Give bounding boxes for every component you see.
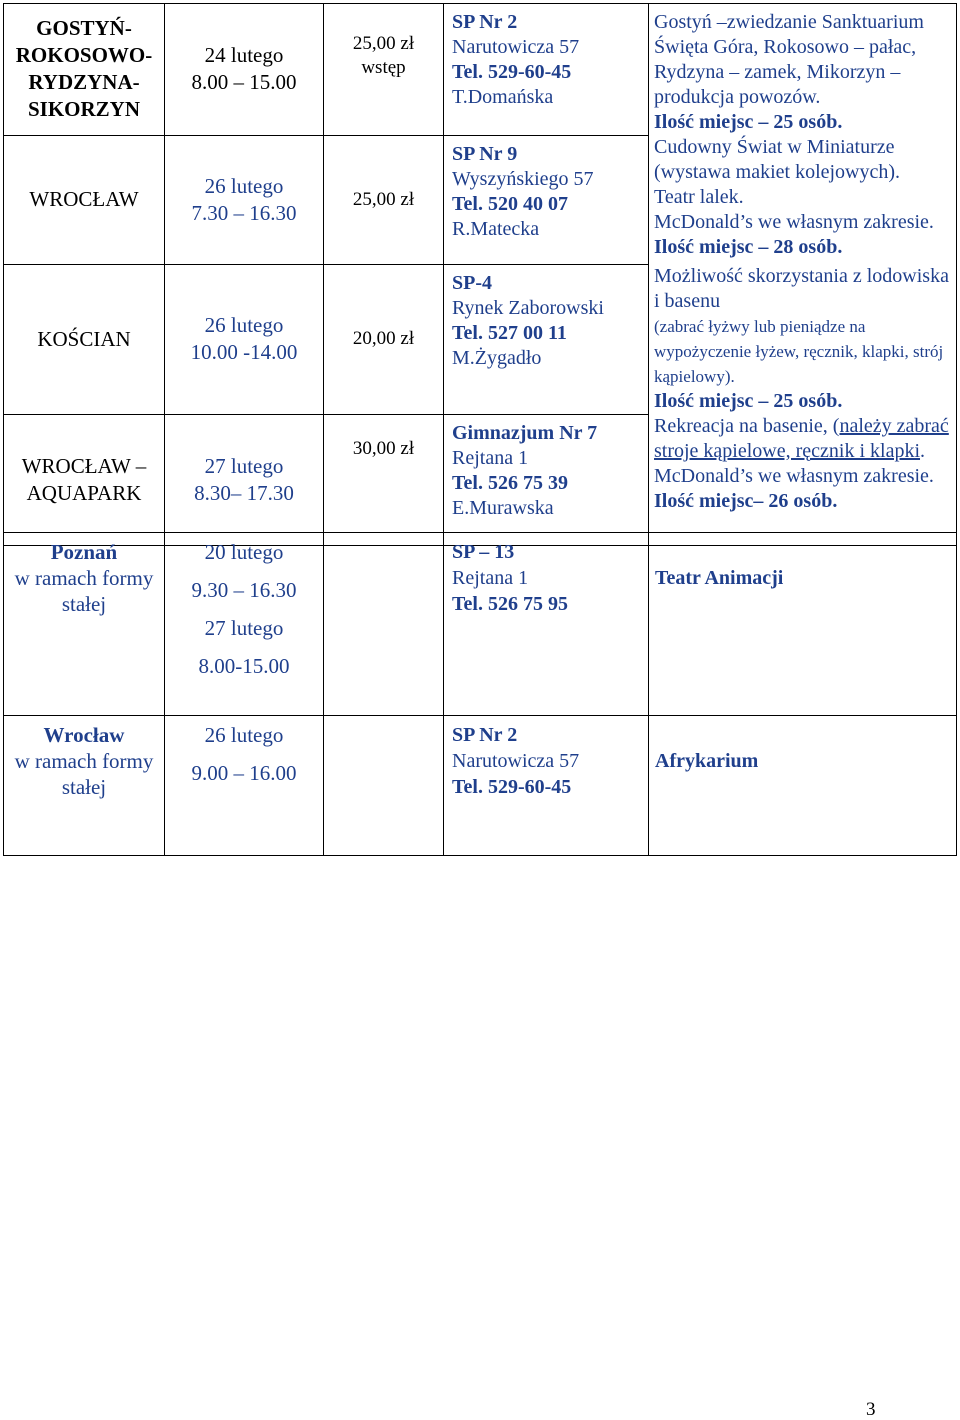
school-name: SP-4 — [452, 271, 492, 294]
trip-school — [444, 264, 649, 414]
regular-date: 20 lutego — [204, 540, 284, 564]
trip-desc-end: . McDonald’s we własnym zakresie. — [654, 440, 934, 487]
trip-date-time: 10.00 -14.00 — [190, 340, 298, 364]
regular-form: w ramach formy stałej — [14, 749, 154, 799]
trip-desc-line: Cudowny Świat w Miniaturze (wystawa makiet kolejowych). — [654, 136, 901, 183]
trip-price — [324, 264, 444, 414]
school-tel: Tel. 520 40 07 — [452, 192, 568, 215]
regular-school — [444, 533, 649, 716]
trip-price-value: 20,00 zł — [352, 328, 415, 349]
regular-city-name: Wrocław — [43, 723, 125, 747]
trip-description — [649, 4, 957, 136]
regular-time: 9.30 – 16.30 — [191, 578, 297, 602]
trip-description — [649, 414, 957, 545]
regular-time: 9.00 – 16.00 — [191, 761, 297, 785]
school-name: SP Nr 2 — [452, 724, 518, 746]
regular-description: Afrykarium — [649, 716, 957, 856]
school-name: Gimnazjum Nr 7 — [452, 421, 598, 444]
trip-desc-line: McDonald’s we własnym zakresie. — [654, 211, 934, 233]
trip-desc-line: Możliwość skorzystania z lodowiska i basenu — [654, 265, 949, 312]
regular-date: 27 lutego — [204, 616, 284, 640]
school-address: Narutowicza 57 — [452, 750, 580, 772]
trip-school — [444, 414, 649, 545]
regular-dates — [165, 716, 324, 856]
school-name: SP Nr 2 — [452, 11, 518, 33]
trip-date — [165, 264, 324, 414]
school-tel: Tel. 529-60-45 — [452, 61, 572, 83]
table-row — [4, 264, 957, 414]
table-row — [4, 716, 957, 856]
school-tel: Tel. 529-60-45 — [452, 776, 572, 798]
trip-desc-start: Rekreacja na basenie, ( — [654, 415, 840, 437]
trips-table — [3, 3, 957, 546]
regular-city — [4, 716, 165, 856]
trip-places: Ilość miejsc – 25 osób. — [654, 390, 843, 412]
trip-desc-text: Gostyń –zwiedzanie Sanktuarium Święta Góra, Rokosowo – pałac, Rydzyna – zamek, Mikorzyn – produkcja powozów. — [654, 11, 924, 108]
school-name: SP – 13 — [452, 541, 515, 563]
trip-price — [324, 4, 444, 136]
trip-date-time: 8.30– 17.30 — [194, 480, 294, 505]
regular-form: w ramach formy stałej — [14, 566, 154, 616]
table-row — [4, 4, 957, 136]
regular-dates — [165, 533, 324, 716]
trip-desc-text — [654, 414, 953, 489]
school-tel: Tel. 527 00 11 — [452, 321, 567, 344]
school-tel: Tel. 526 75 39 — [452, 471, 568, 494]
trip-city: GOSTYŃ-ROKOSOWO-RYDZYNA-SIKORZYN — [4, 4, 165, 136]
school-contact: E.Murawska — [452, 496, 554, 519]
trip-places: Ilość miejsc – 25 osób. — [654, 111, 843, 133]
school-address: Rejtana 1 — [452, 446, 529, 469]
regular-price — [324, 533, 444, 716]
regular-price — [324, 716, 444, 856]
trip-description — [649, 264, 957, 414]
regular-school — [444, 716, 649, 856]
trip-date-time: 7.30 – 16.30 — [191, 200, 297, 225]
regular-date: 26 lutego — [204, 723, 284, 747]
trip-desc-note: (zabrać łyżwy lub pieniądze na wypożyczenie łyżew, ręcznik, klapki, strój kąpielowy). — [654, 317, 944, 386]
school-address: Wyszyńskiego 57 — [452, 167, 594, 190]
trip-places: Ilość miejsc– 26 osób. — [654, 490, 838, 512]
trip-date — [165, 414, 324, 545]
school-contact: M.Żygadło — [452, 346, 542, 369]
trip-date-day: 26 lutego — [204, 173, 284, 198]
trip-date-day: 27 lutego — [204, 453, 284, 478]
trip-price-value: 25,00 zł — [352, 188, 415, 210]
trip-desc-line: Teatr lalek. — [654, 186, 744, 208]
trip-places: Ilość miejsc – 28 osób. — [654, 236, 843, 258]
trip-date-day: 24 lutego — [204, 43, 284, 68]
trip-desc-underlined: należy zabrać stroje kąpielowe, ręcznik i klapki — [654, 415, 949, 462]
trip-city: KOŚCIAN — [4, 264, 165, 414]
regular-description: Teatr Animacji — [649, 533, 957, 716]
school-contact: R.Matecka — [452, 217, 540, 240]
regular-city-name: Poznań — [50, 540, 118, 564]
trip-city: WROCŁAW – AQUAPARK — [4, 414, 165, 545]
trip-school — [444, 135, 649, 264]
regular-city — [4, 533, 165, 716]
trip-price-value: 30,00 zł — [352, 437, 415, 459]
trip-date — [165, 135, 324, 264]
trip-date-time: 8.00 – 15.00 — [191, 70, 297, 95]
trip-price — [324, 135, 444, 264]
trip-date — [165, 4, 324, 136]
school-address: Rynek Zaborowski — [452, 296, 604, 319]
table-row — [4, 135, 957, 264]
trip-description — [649, 135, 957, 264]
trip-city: WROCŁAW — [4, 135, 165, 264]
trip-price-value: 25,00 zł — [352, 33, 415, 54]
regular-trips-table — [3, 532, 957, 856]
school-tel: Tel. 526 75 95 — [452, 593, 568, 615]
school-name: SP Nr 9 — [452, 142, 518, 165]
table-row — [4, 533, 957, 716]
trip-school — [444, 4, 649, 136]
trip-date-day: 26 lutego — [204, 313, 284, 337]
trip-price-note: wstęp — [361, 57, 406, 78]
school-address: Narutowicza 57 — [452, 36, 580, 58]
page-number: 3 — [866, 1399, 876, 1420]
school-address: Rejtana 1 — [452, 567, 529, 589]
school-contact: T.Domańska — [452, 86, 554, 108]
trip-price — [324, 414, 444, 545]
table-row — [4, 414, 957, 545]
regular-time: 8.00-15.00 — [198, 654, 290, 678]
